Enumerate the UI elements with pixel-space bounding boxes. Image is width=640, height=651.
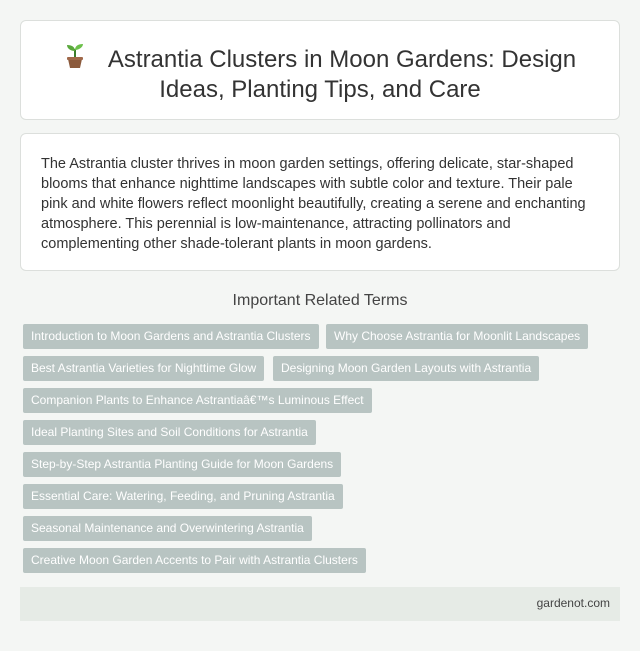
intro-text: The Astrantia cluster thrives in moon garden settings, offering delicate, star-shaped blooms that enhance nighttime landscapes with subtle color and texture. Their pale pink and white flowers reflect moonlight beautifully, creating a serene and enchanting atmosphere. This perennial is low-maintenance, attracting pollinators and complementing other shade-tolerant plants in moon gardens. xyxy=(41,156,586,252)
related-terms-heading: Important Related Terms xyxy=(232,292,408,309)
related-term-tag[interactable]: Introduction to Moon Gardens and Astrantia Clusters xyxy=(23,324,319,349)
related-term-tag[interactable]: Seasonal Maintenance and Overwintering Astrantia xyxy=(23,516,312,541)
footer xyxy=(20,587,620,621)
page-title: Astrantia Clusters in Moon Gardens: Design Ideas, Planting Tips, and Care xyxy=(107,46,577,103)
related-term-tag[interactable]: Companion Plants to Enhance Astrantiaâ€™s Luminous Effect xyxy=(23,388,372,413)
footer-site[interactable]: gardenot.com xyxy=(536,596,610,610)
title-card xyxy=(20,20,620,120)
related-term-tag[interactable]: Designing Moon Garden Layouts with Astrantia xyxy=(273,356,539,381)
related-term-tag[interactable]: Best Astrantia Varieties for Nighttime Glow xyxy=(23,356,264,381)
related-term-tag[interactable]: Creative Moon Garden Accents to Pair with Astrantia Clusters xyxy=(23,548,366,573)
sprout-icon xyxy=(64,43,86,69)
related-term-tag[interactable]: Essential Care: Watering, Feeding, and Pruning Astrantia xyxy=(23,484,343,509)
page-title-wrap xyxy=(21,43,619,105)
related-term-tag[interactable]: Step-by-Step Astrantia Planting Guide for Moon Gardens xyxy=(23,452,341,477)
intro-card xyxy=(20,133,620,271)
related-term-tag[interactable]: Why Choose Astrantia for Moonlit Landscapes xyxy=(326,324,588,349)
related-term-tag[interactable]: Ideal Planting Sites and Soil Conditions for Astrantia xyxy=(23,420,316,445)
